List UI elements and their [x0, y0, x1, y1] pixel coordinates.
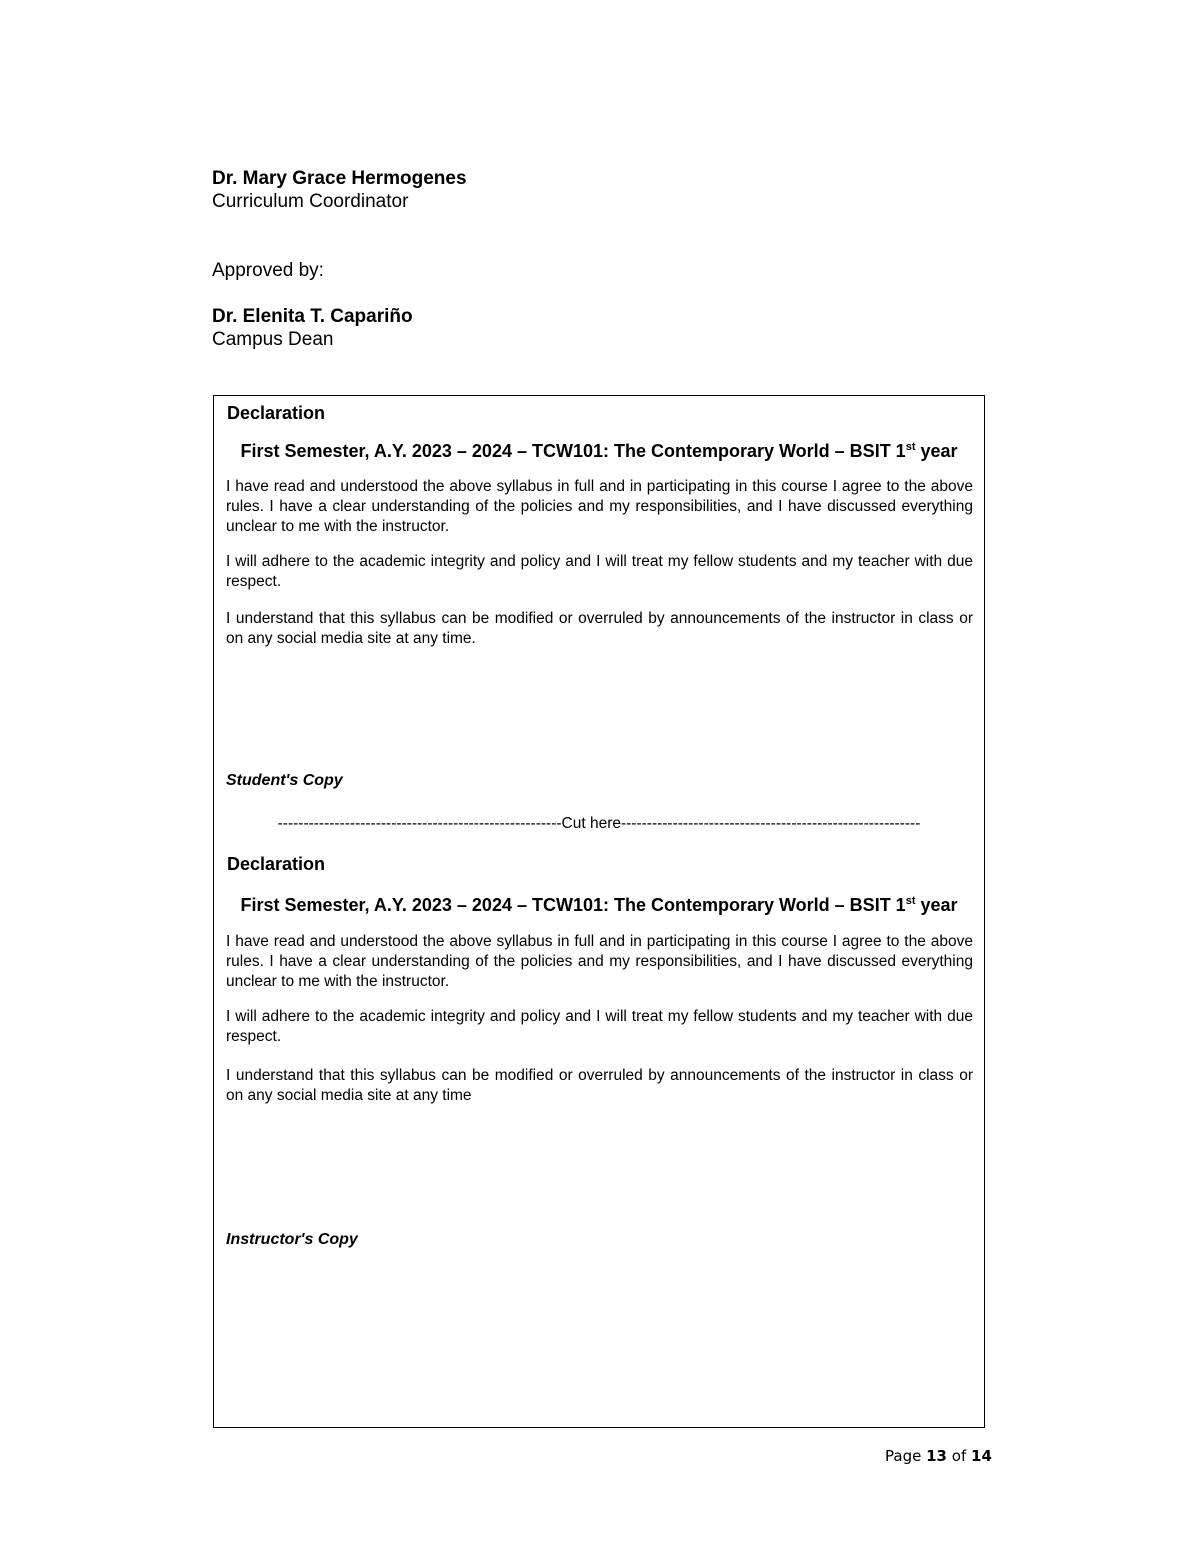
instructor-declaration-heading: Declaration: [227, 854, 326, 874]
coordinator-name: Dr. Mary Grace Hermogenes: [212, 168, 467, 189]
instructor-title-main: First Semester, A.Y. 2023 – 2024 – TCW101: The Contemporary World – BSIT 1: [240, 895, 906, 915]
cut-here-line: -------------------------------------------------------Cut here----------------------------------------------------------: [277, 815, 921, 832]
student-copy-label: Student's Copy: [226, 772, 343, 789]
student-declaration-title: [214, 441, 984, 462]
student-declaration-heading: Declaration: [227, 403, 326, 423]
total-pages-number: 14: [971, 1447, 992, 1465]
of-word: of: [951, 1447, 967, 1465]
page-word: Page: [885, 1447, 922, 1465]
page-footer: [885, 1447, 992, 1465]
student-paragraph-1: I have read and understood the above syllabus in full and in participating in this course I agree to the above rules. I have a clear understanding of the policies and my responsibilities, and I have discussed everything unclear to me with the instructor.: [226, 478, 973, 535]
coordinator-signature-block: [212, 167, 467, 213]
dean-role: Campus Dean: [212, 329, 334, 350]
current-page-number: 13: [926, 1447, 947, 1465]
instructor-paragraph-1: I have read and understood the above syllabus in full and in participating in this course I agree to the above rules. I have a clear understanding of the policies and my responsibilities, and I have discussed everything unclear to me with the instructor.: [226, 933, 973, 990]
instructor-declaration-title: [214, 895, 984, 916]
dean-signature-block: [212, 305, 413, 351]
approved-by-label: Approved by:: [212, 260, 324, 281]
student-paragraph-2: I will adhere to the academic integrity and policy and I will treat my fellow students and my teacher with due respect.: [226, 553, 973, 590]
declaration-box: [213, 395, 985, 1428]
student-title-main: First Semester, A.Y. 2023 – 2024 – TCW101: The Contemporary World – BSIT 1: [240, 441, 906, 461]
instructor-copy-label: Instructor's Copy: [226, 1231, 358, 1248]
student-title-end: year: [915, 441, 958, 461]
instructor-paragraph-3: I understand that this syllabus can be modified or overruled by announcements of the instructor in class or on any social media site at any time: [226, 1067, 973, 1104]
instructor-paragraph-2: I will adhere to the academic integrity and policy and I will treat my fellow students and my teacher with due respect.: [226, 1008, 973, 1045]
coordinator-role: Curriculum Coordinator: [212, 191, 409, 212]
instructor-title-sup: st: [905, 895, 916, 907]
student-title-sup: st: [905, 441, 916, 453]
instructor-title-end: year: [915, 895, 958, 915]
dean-name: Dr. Elenita T. Capariño: [212, 306, 413, 327]
student-paragraph-3: I understand that this syllabus can be modified or overruled by announcements of the instructor in class or on any social media site at any time.: [226, 610, 973, 647]
